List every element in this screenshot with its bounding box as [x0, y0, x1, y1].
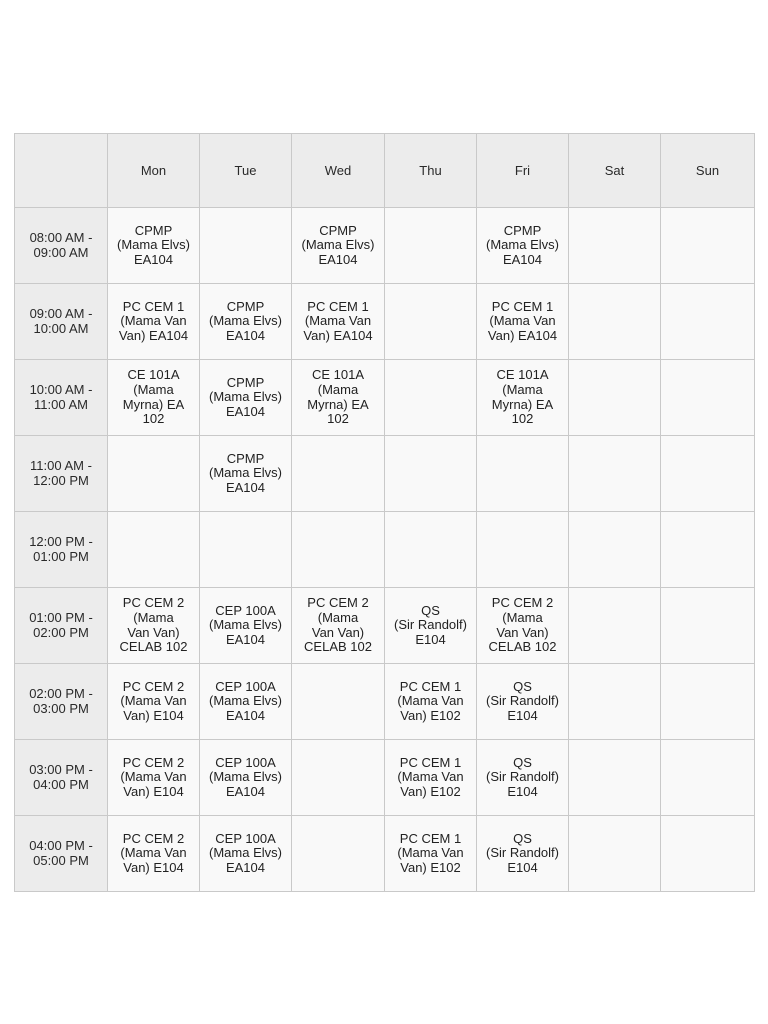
class-cell-wed — [292, 208, 385, 284]
day-header-row — [15, 134, 755, 208]
class-entry-text: QS (Sir Randolf) E104 — [394, 602, 467, 647]
class-cell-mon — [108, 208, 200, 284]
class-entry-text: CPMP (Mama Elvs) EA104 — [486, 222, 559, 267]
day-header-thu: Thu — [385, 134, 477, 208]
time-slot-label — [15, 740, 108, 816]
class-entry-text: PC CEM 1 (Mama Van Van) E102 — [397, 678, 464, 723]
class-cell-thu — [385, 740, 477, 816]
day-header-tue: Tue — [200, 134, 292, 208]
time-slot-label — [15, 512, 108, 588]
class-entry-text: PC CEM 2 (Mama Van Van) E104 — [120, 830, 187, 875]
class-cell-sat — [569, 208, 661, 284]
class-cell-sat — [569, 664, 661, 740]
class-entry-text: CEP 100A (Mama Elvs) EA104 — [209, 830, 282, 875]
class-cell-mon — [108, 816, 200, 892]
class-cell-fri — [477, 664, 569, 740]
class-cell-sun — [661, 664, 755, 740]
time-slot-text: 11:00 AM - 12:00 PM — [30, 457, 92, 488]
timeslot-row — [15, 436, 755, 512]
class-cell-sat — [569, 360, 661, 436]
timeslot-row — [15, 816, 755, 892]
time-slot-label — [15, 436, 108, 512]
class-cell-wed — [292, 512, 385, 588]
class-cell-mon — [108, 740, 200, 816]
class-entry-text: QS (Sir Randolf) E104 — [486, 830, 559, 875]
class-cell-mon — [108, 284, 200, 360]
day-header-wed: Wed — [292, 134, 385, 208]
day-header-mon: Mon — [108, 134, 200, 208]
class-cell-tue — [200, 816, 292, 892]
timeslot-row — [15, 588, 755, 664]
time-slot-label — [15, 284, 108, 360]
class-entry-text: PC CEM 2 (Mama Van Van) E104 — [120, 754, 187, 799]
corner-header-cell — [15, 134, 108, 208]
class-entry-text: PC CEM 2 (Mama Van Van) CELAB 102 — [304, 595, 372, 655]
class-cell-mon — [108, 588, 200, 664]
time-slot-label — [15, 360, 108, 436]
class-entry-text: CPMP (Mama Elvs) EA104 — [209, 374, 282, 419]
class-cell-sun — [661, 816, 755, 892]
class-cell-sat — [569, 740, 661, 816]
class-entry-text: QS (Sir Randolf) E104 — [486, 678, 559, 723]
class-cell-thu — [385, 436, 477, 512]
class-cell-fri — [477, 740, 569, 816]
day-header-sat: Sat — [569, 134, 661, 208]
class-cell-wed — [292, 284, 385, 360]
time-slot-text: 08:00 AM - 09:00 AM — [29, 229, 93, 260]
time-slot-text: 03:00 PM - 04:00 PM — [29, 761, 93, 792]
class-cell-sun — [661, 740, 755, 816]
class-cell-sat — [569, 284, 661, 360]
class-cell-tue — [200, 512, 292, 588]
class-cell-thu — [385, 208, 477, 284]
class-entry-text: QS (Sir Randolf) E104 — [486, 754, 559, 799]
day-header-fri: Fri — [477, 134, 569, 208]
class-cell-thu — [385, 284, 477, 360]
class-cell-thu — [385, 664, 477, 740]
class-entry-text: PC CEM 1 (Mama Van Van) EA104 — [303, 298, 373, 343]
class-cell-fri — [477, 208, 569, 284]
class-cell-thu — [385, 360, 477, 436]
class-cell-sat — [569, 816, 661, 892]
class-entry-text: CEP 100A (Mama Elvs) EA104 — [209, 602, 282, 647]
time-slot-label — [15, 816, 108, 892]
timeslot-row — [15, 512, 755, 588]
class-entry-text: CPMP (Mama Elvs) EA104 — [117, 222, 190, 267]
class-entry-text: PC CEM 1 (Mama Van Van) EA104 — [118, 298, 189, 343]
class-cell-sun — [661, 284, 755, 360]
class-entry-text: CEP 100A (Mama Elvs) EA104 — [209, 754, 282, 799]
class-cell-tue — [200, 360, 292, 436]
class-cell-sun — [661, 436, 755, 512]
class-cell-sat — [569, 436, 661, 512]
time-slot-text: 01:00 PM - 02:00 PM — [29, 609, 93, 640]
time-slot-text: 10:00 AM - 11:00 AM — [29, 381, 93, 412]
timeslot-row — [15, 664, 755, 740]
class-cell-thu — [385, 588, 477, 664]
class-cell-tue — [200, 740, 292, 816]
class-cell-fri — [477, 436, 569, 512]
class-entry-text: CPMP (Mama Elvs) EA104 — [209, 450, 282, 495]
class-cell-tue — [200, 284, 292, 360]
class-entry-text: CPMP (Mama Elvs) EA104 — [301, 222, 375, 267]
day-header-sun: Sun — [661, 134, 755, 208]
time-slot-text: 09:00 AM - 10:00 AM — [29, 305, 93, 336]
time-slot-label — [15, 664, 108, 740]
class-entry-text: PC CEM 1 (Mama Van Van) E102 — [397, 830, 464, 875]
class-cell-tue — [200, 436, 292, 512]
class-cell-sun — [661, 512, 755, 588]
class-entry-text: CE 101A (Mama Myrna) EA 102 — [307, 367, 369, 427]
class-entry-text: CE 101A (Mama Myrna) EA 102 — [122, 367, 185, 427]
class-entry-text: CEP 100A (Mama Elvs) EA104 — [209, 678, 282, 723]
class-cell-wed — [292, 740, 385, 816]
time-slot-text: 04:00 PM - 05:00 PM — [29, 837, 93, 868]
class-entry-text: PC CEM 2 (Mama Van Van) CELAB 102 — [119, 595, 188, 655]
time-slot-text: 02:00 PM - 03:00 PM — [29, 685, 93, 716]
class-cell-wed — [292, 816, 385, 892]
class-cell-sat — [569, 588, 661, 664]
class-entry-text: PC CEM 2 (Mama Van Van) E104 — [120, 678, 187, 723]
class-entry-text: PC CEM 2 (Mama Van Van) CELAB 102 — [488, 595, 557, 655]
class-entry-text: CE 101A (Mama Myrna) EA 102 — [491, 367, 554, 427]
class-cell-sun — [661, 360, 755, 436]
class-cell-sun — [661, 208, 755, 284]
timeslot-row — [15, 360, 755, 436]
class-cell-mon — [108, 512, 200, 588]
class-cell-sun — [661, 588, 755, 664]
time-slot-label — [15, 588, 108, 664]
class-cell-wed — [292, 360, 385, 436]
class-cell-fri — [477, 588, 569, 664]
class-cell-wed — [292, 588, 385, 664]
class-cell-wed — [292, 664, 385, 740]
class-cell-fri — [477, 360, 569, 436]
class-entry-text: PC CEM 1 (Mama Van Van) EA104 — [487, 298, 558, 343]
class-cell-fri — [477, 284, 569, 360]
timetable-body — [15, 208, 755, 892]
weekly-timetable — [14, 133, 755, 892]
timeslot-row — [15, 284, 755, 360]
class-cell-mon — [108, 360, 200, 436]
timeslot-row — [15, 208, 755, 284]
class-cell-tue — [200, 208, 292, 284]
class-cell-tue — [200, 664, 292, 740]
class-cell-mon — [108, 436, 200, 512]
time-slot-label — [15, 208, 108, 284]
time-slot-text: 12:00 PM - 01:00 PM — [29, 533, 93, 564]
class-cell-fri — [477, 816, 569, 892]
class-entry-text: PC CEM 1 (Mama Van Van) E102 — [397, 754, 464, 799]
class-cell-wed — [292, 436, 385, 512]
class-cell-mon — [108, 664, 200, 740]
timeslot-row — [15, 740, 755, 816]
class-entry-text: CPMP (Mama Elvs) EA104 — [209, 298, 282, 343]
class-cell-fri — [477, 512, 569, 588]
class-cell-thu — [385, 512, 477, 588]
class-cell-sat — [569, 512, 661, 588]
class-cell-thu — [385, 816, 477, 892]
class-cell-tue — [200, 588, 292, 664]
